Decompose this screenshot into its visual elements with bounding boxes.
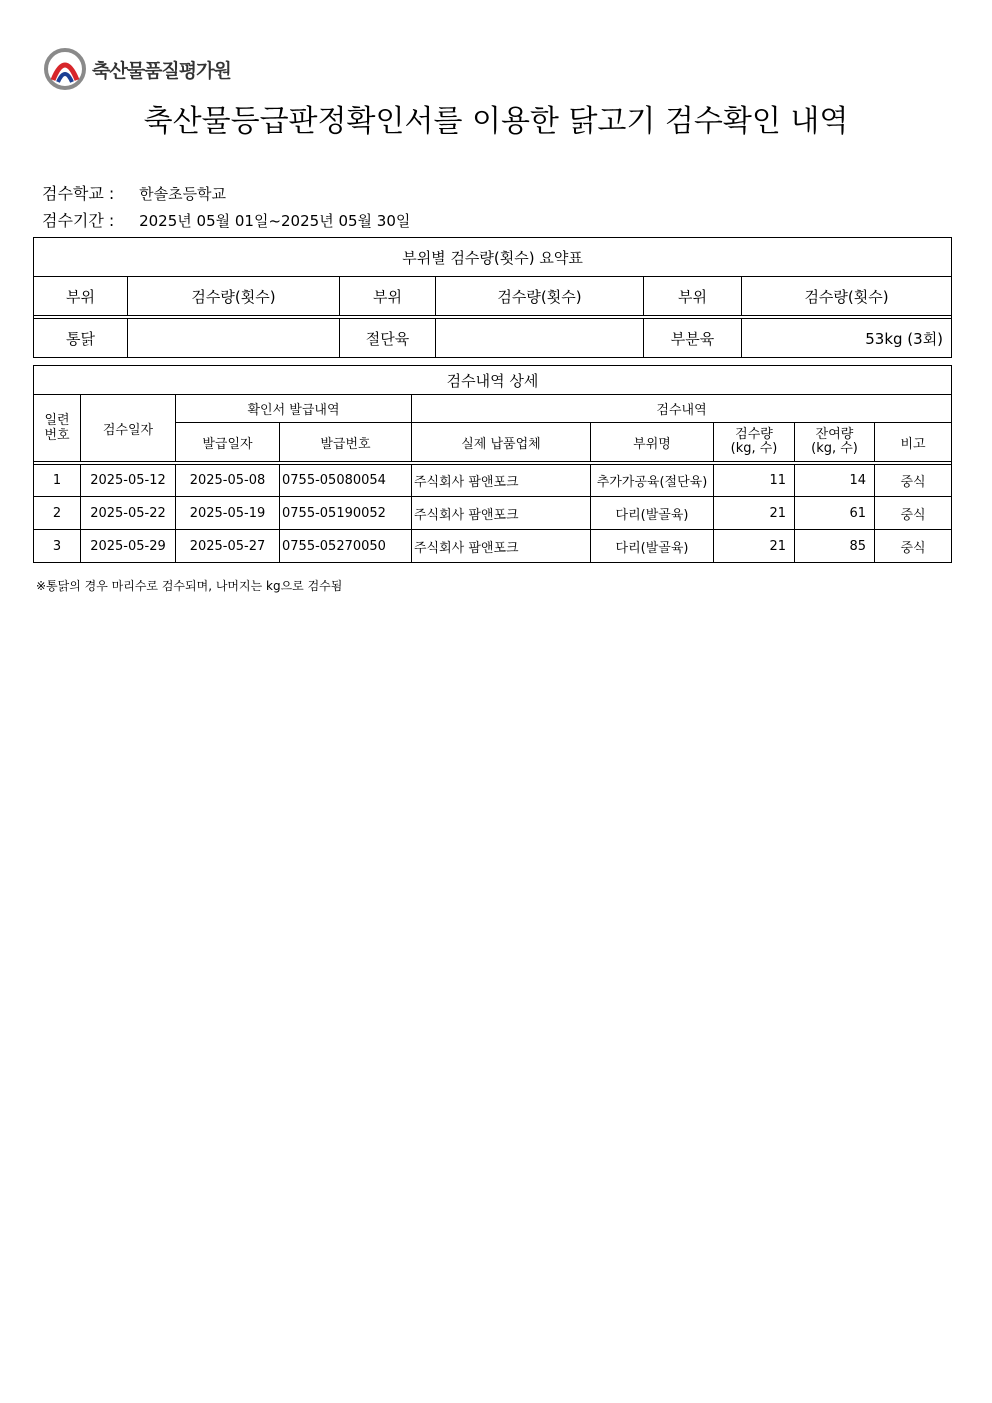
cell-issue-no: 0755-05270050 <box>280 530 412 563</box>
cell-part: 추가가공육(절단육) <box>591 465 714 497</box>
header-remaining: 잔여량 (kg, 수) <box>795 423 875 462</box>
table-row <box>34 530 952 563</box>
school-value: 한솔초등학교 <box>139 185 227 203</box>
cell-vendor: 주식회사 팜앤포크 <box>412 530 591 563</box>
kape-logo-icon <box>44 48 86 90</box>
summary-header: 부위 <box>644 277 742 316</box>
header-serial-no: 일련 번호 <box>34 395 81 462</box>
summary-cell: 통닭 <box>34 319 128 358</box>
header-inspection-group: 검수내역 <box>412 395 952 423</box>
summary-title: 부위별 검수량(횟수) 요약표 <box>34 238 952 277</box>
summary-header: 검수량(횟수) <box>742 277 952 316</box>
summary-header: 검수량(횟수) <box>436 277 644 316</box>
header-issue-group: 확인서 발급내역 <box>176 395 412 423</box>
period-value: 2025년 05월 01일~2025년 05월 30일 <box>139 212 411 230</box>
cell-part: 다리(발골육) <box>591 530 714 563</box>
cell-date: 2025-05-12 <box>81 465 176 497</box>
header-issue-date: 발급일자 <box>176 423 280 462</box>
cell-note: 중식 <box>875 465 952 497</box>
table-row <box>34 497 952 530</box>
page-title: 축산물등급판정확인서를 이용한 닭고기 검수확인 내역 <box>143 104 849 139</box>
header-quantity: 검수량 (kg, 수) <box>714 423 795 462</box>
summary-cell: 절단육 <box>340 319 436 358</box>
header-vendor: 실제 납품업체 <box>412 423 591 462</box>
summary-cell: 부분육 <box>644 319 742 358</box>
header-note: 비고 <box>875 423 952 462</box>
school-label: 검수학교 : <box>42 184 115 203</box>
footnote: ※통닭의 경우 마리수로 검수되며, 나머지는 kg으로 검수됨 <box>36 579 343 593</box>
logo-text: 축산물품질평가원 <box>92 59 231 82</box>
period-label: 검수기간 : <box>42 211 115 230</box>
cell-rem: 85 <box>795 530 875 563</box>
cell-issue-no: 0755-05080054 <box>280 465 412 497</box>
summary-cell <box>436 319 644 358</box>
cell-vendor: 주식회사 팜앤포크 <box>412 497 591 530</box>
summary-header: 검수량(횟수) <box>128 277 340 316</box>
cell-qty: 21 <box>714 530 795 563</box>
summary-header: 부위 <box>340 277 436 316</box>
cell-no: 1 <box>34 465 81 497</box>
summary-header: 부위 <box>34 277 128 316</box>
summary-cell: 53kg (3회) <box>742 319 952 358</box>
cell-rem: 61 <box>795 497 875 530</box>
cell-issue-date: 2025-05-27 <box>176 530 280 563</box>
cell-no: 3 <box>34 530 81 563</box>
cell-qty: 11 <box>714 465 795 497</box>
cell-date: 2025-05-29 <box>81 530 176 563</box>
cell-rem: 14 <box>795 465 875 497</box>
table-row <box>34 465 952 497</box>
cell-date: 2025-05-22 <box>81 497 176 530</box>
school-line <box>42 181 226 204</box>
summary-table <box>33 237 952 358</box>
header-issue-no: 발급번호 <box>280 423 412 462</box>
cell-part: 다리(발골육) <box>591 497 714 530</box>
cell-note: 중식 <box>875 530 952 563</box>
cell-no: 2 <box>34 497 81 530</box>
header-inspection-date: 검수일자 <box>81 395 176 462</box>
cell-issue-no: 0755-05190052 <box>280 497 412 530</box>
cell-qty: 21 <box>714 497 795 530</box>
detail-title: 검수내역 상세 <box>34 366 952 395</box>
logo <box>44 48 231 90</box>
header-part: 부위명 <box>591 423 714 462</box>
detail-table <box>33 365 952 563</box>
period-line <box>42 208 410 231</box>
cell-issue-date: 2025-05-08 <box>176 465 280 497</box>
cell-vendor: 주식회사 팜앤포크 <box>412 465 591 497</box>
cell-note: 중식 <box>875 497 952 530</box>
cell-issue-date: 2025-05-19 <box>176 497 280 530</box>
summary-cell <box>128 319 340 358</box>
